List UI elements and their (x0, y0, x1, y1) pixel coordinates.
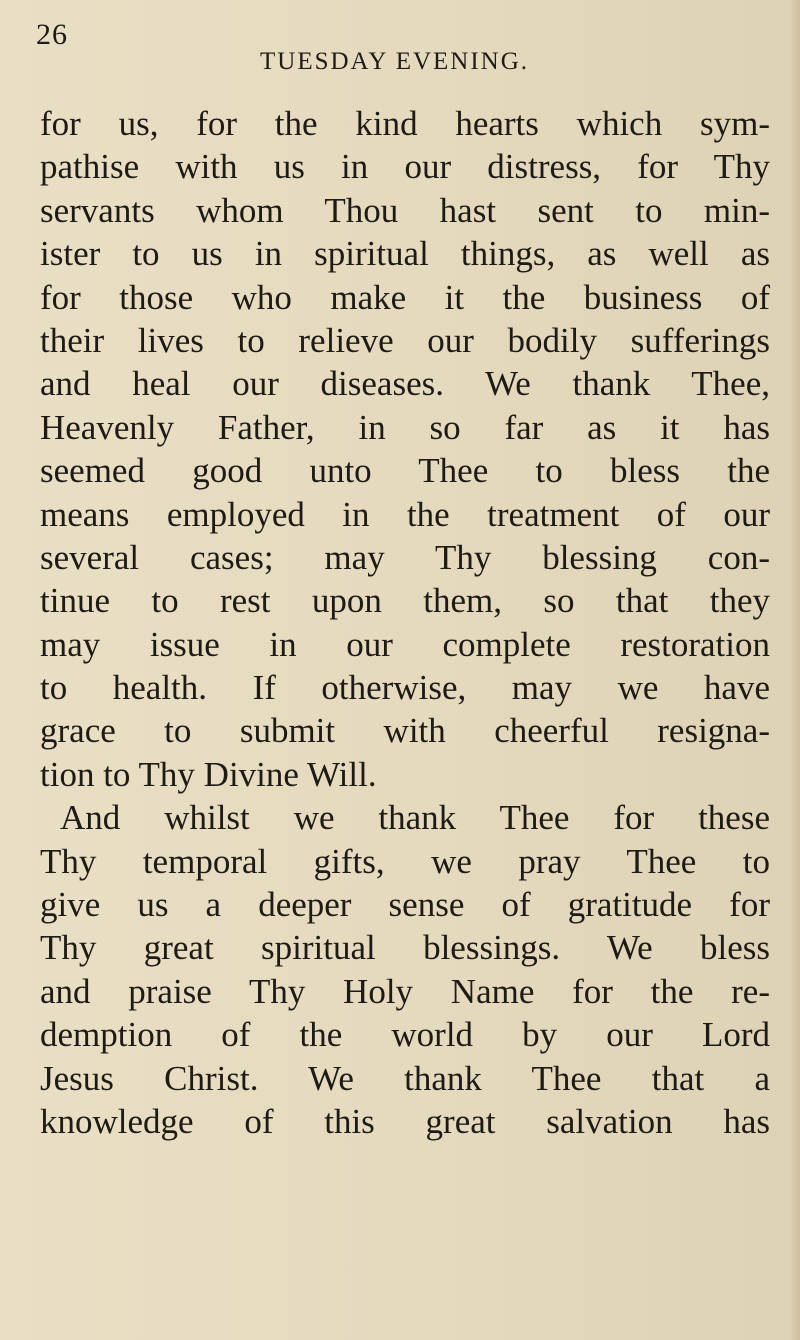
text-line: demption of the world by our Lord (40, 1015, 770, 1055)
text-line: Jesus Christ. We thank Thee that a (40, 1058, 770, 1098)
text-line: and praise Thy Holy Name for the re- (40, 971, 770, 1011)
text-line: Heavenly Father, in so far as it has (40, 407, 770, 447)
running-head: TUESDAY EVENING. (260, 48, 530, 75)
text-line: tinue to rest upon them, so that they (40, 581, 770, 621)
text-line: And whilst we thank Thee for these (60, 798, 770, 838)
text-line: Thy temporal gifts, we pray Thee to (40, 841, 770, 881)
text-line: pathise with us in our distress, for Thy (40, 147, 770, 187)
text-line: for those who make it the business of (40, 277, 770, 317)
text-line: may issue in our complete restoration (40, 624, 770, 664)
text-line: several cases; may Thy blessing con- (40, 537, 770, 577)
text-line: for us, for the kind hearts which sym- (40, 104, 770, 143)
text-line: to health. If otherwise, may we have (40, 668, 770, 708)
page-header (36, 18, 764, 75)
text-line: ister to us in spiritual things, as well as (40, 234, 770, 274)
text-line: seemed good unto Thee to bless the (40, 451, 770, 491)
body-text (40, 102, 770, 1143)
page-edge-shadow (790, 0, 800, 1340)
text-line: means employed in the treatment of our (40, 494, 770, 534)
text-line: give us a deeper sense of gratitude for (40, 885, 770, 925)
text-line: Thy great spiritual blessings. We bless (40, 928, 770, 968)
text-line: tion to Thy Divine Will. (40, 754, 377, 794)
text-line: and heal our diseases. We thank Thee, (40, 364, 770, 404)
text-line: servants whom Thou hast sent to min- (40, 190, 770, 230)
text-line: knowledge of this great salvation has (40, 1101, 770, 1141)
page-number: 26 (36, 18, 68, 51)
text-line: grace to submit with cheerful resigna- (40, 711, 770, 751)
text-line: their lives to relieve our bodily sufferings (40, 320, 770, 360)
